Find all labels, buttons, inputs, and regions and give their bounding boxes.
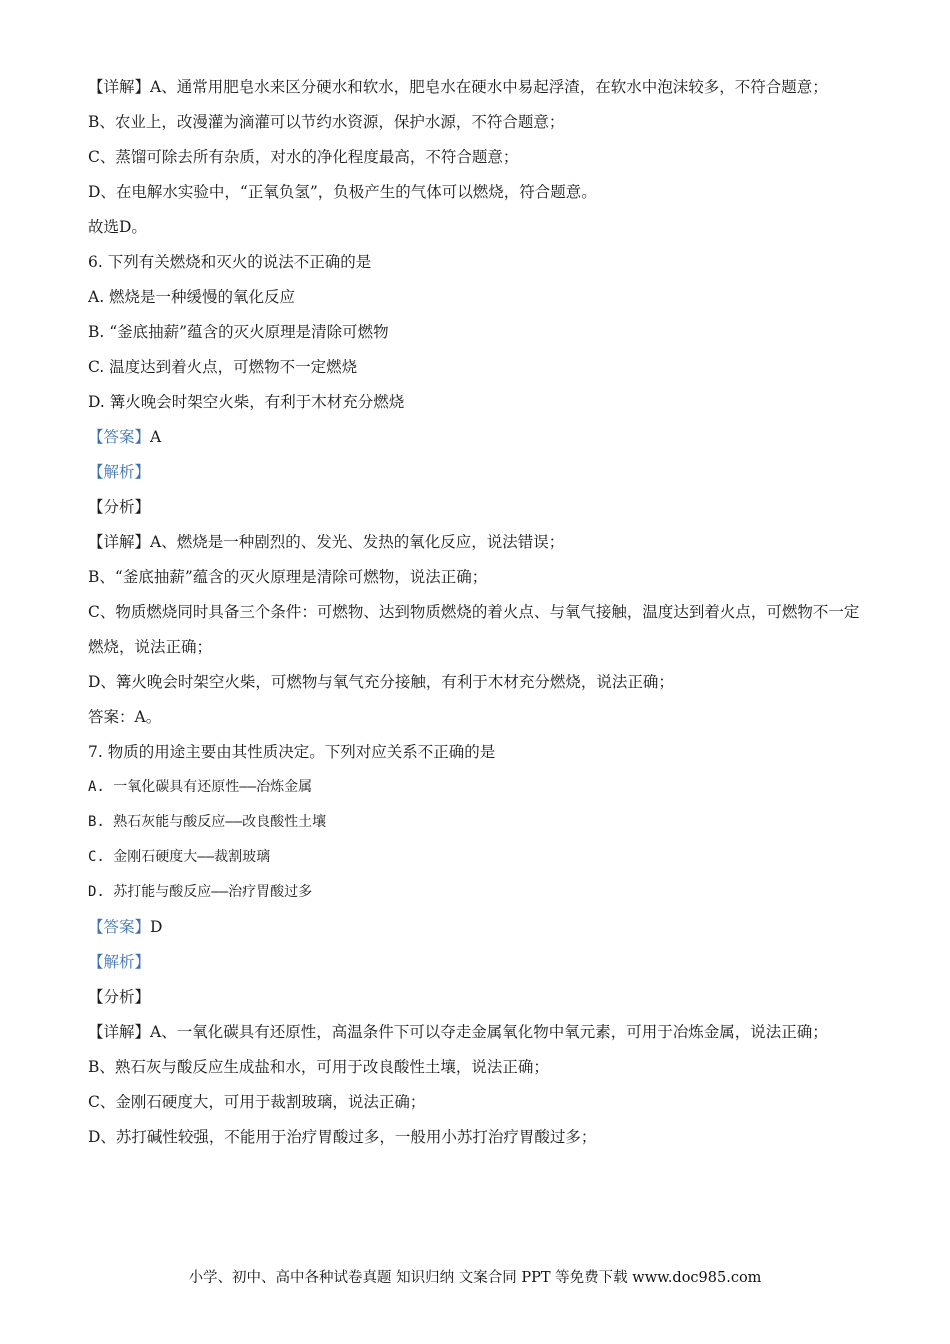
q6-detail-d: D、篝火晚会时架空火柴，可燃物与氧气充分接触，有利于木材充分燃烧，说法正确； [88,673,674,691]
q6-conclusion: 答案：A。 [88,708,162,726]
q6-detail-a: 【详解】A、燃烧是一种剧烈的、发光、发热的氧化反应，说法错误； [88,533,565,551]
q6-answer-value: A [150,428,162,446]
q7-detail-d: D、苏打碱性较强，不能用于治疗胃酸过多，一般用小苏打治疗胃酸过多； [88,1128,597,1146]
q7-analysis-label: 【解析】 [88,953,151,971]
q6-fenxi-label: 【分析】 [88,498,151,516]
q6-analysis-label: 【解析】 [88,463,151,481]
q7-answer-label: 【答案】 [88,918,151,936]
q6-stem: 6. 下列有关燃烧和灭火的说法不正确的是 [88,253,372,271]
q7-stem: 7. 物质的用途主要由其性质决定。下列对应关系不正确的是 [88,743,496,761]
q7-detail-c: C、金刚石硬度大，可用于裁割玻璃，说法正确； [88,1093,426,1111]
q6-option-b: B. “釜底抽薪”蕴含的灭火原理是清除可燃物 [88,323,389,341]
q6-option-c: C. 温度达到着火点，可燃物不一定燃烧 [88,358,358,376]
q6-answer-label: 【答案】 [88,428,151,446]
q6-option-d: D. 篝火晚会时架空火柴，有利于木材充分燃烧 [88,393,405,411]
q7-option-d: D. 苏打能与酸反应——治疗胃酸过多 [88,884,313,900]
q7-option-c: C. 金刚石硬度大——裁割玻璃 [88,849,271,865]
q7-detail-a: 【详解】A、一氧化碳具有还原性，高温条件下可以夺走金属氧化物中氧元素，可用于冶炼金属，说法正确； [88,1023,828,1041]
q7-fenxi-label: 【分析】 [88,988,151,1006]
q6-detail-c: C、物质燃烧同时具备三个条件：可燃物、达到物质燃烧的着火点、与氧气接触，温度达到着火点，可燃物不一定燃烧，说法正确； [88,603,860,656]
q7-option-b: B. 熟石灰能与酸反应——改良酸性土壤 [88,814,327,830]
page-footer: 小学、初中、高中各种试卷真题 知识归纳 文案合同 PPT 等免费下载 www.doc985.com [188,1270,762,1286]
q7-answer-value: D [150,918,163,936]
q6-detail-b: B、“釜底抽薪”蕴含的灭火原理是清除可燃物，说法正确； [88,568,488,586]
q5-detail-a: 【详解】A、通常用肥皂水来区分硬水和软水，肥皂水在硬水中易起浮渣，在软水中泡沫较多，不符合题意； [88,78,828,96]
q7-detail-b: B、熟石灰与酸反应生成盐和水，可用于改良酸性土壤，说法正确； [88,1058,549,1076]
q6-answer [88,420,868,455]
q6-option-a: A. 燃烧是一种缓慢的氧化反应 [88,288,296,306]
q7-answer [88,910,868,945]
q5-conclusion: 故选D。 [88,218,147,236]
document-body [88,70,868,1155]
q5-detail-d: D、在电解水实验中，“正氧负氢”，负极产生的气体可以燃烧，符合题意。 [88,183,597,201]
q5-detail-b: B、农业上，改漫灌为滴灌可以节约水资源，保护水源，不符合题意； [88,113,565,131]
q7-option-a: A. 一氧化碳具有还原性——冶炼金属 [88,779,313,795]
q5-detail-c: C、蒸馏可除去所有杂质，对水的净化程度最高，不符合题意； [88,148,519,166]
